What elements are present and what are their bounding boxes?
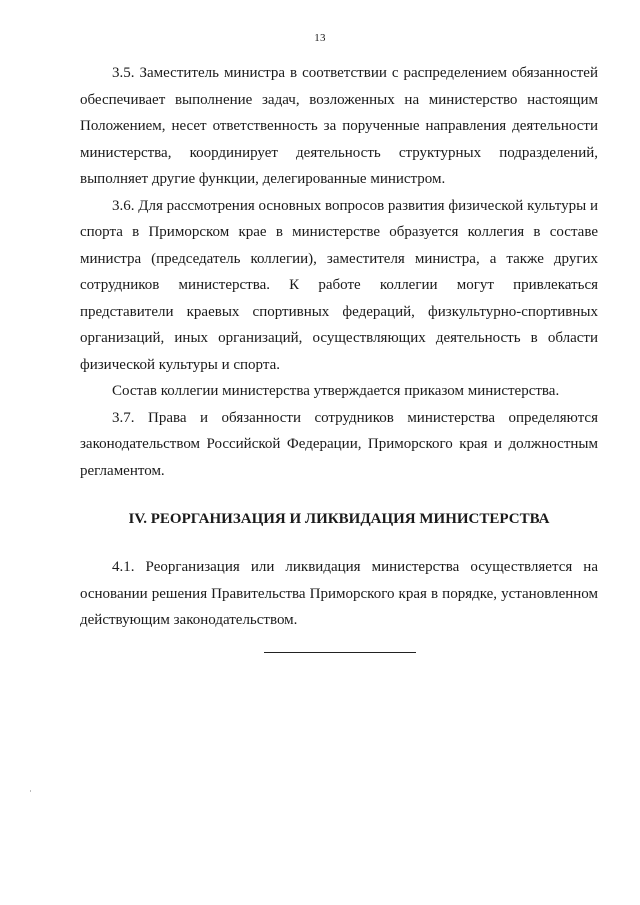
section-heading-iv: IV. РЕОРГАНИЗАЦИЯ И ЛИКВИДАЦИЯ МИНИСТЕРСТВА: [128, 511, 550, 527]
document-body: [80, 60, 598, 634]
page-number: 13: [314, 32, 326, 44]
paragraph-4-1: 4.1. Реорганизация или ликвидация министерства осуществляется на основании решения Правительства Приморского края в порядке, установленном действующим законодательством.: [80, 559, 598, 628]
paragraph-collegium-composition: Состав коллегии министерства утверждается приказом министерства.: [112, 383, 560, 399]
scan-artifact-mark: [30, 790, 31, 792]
paragraph-3-7: 3.7. Права и обязанности сотрудников министерства определяются законодательством Российской Федерации, Приморского края и должностным регламентом.: [80, 409, 598, 479]
paragraph-3-6: 3.6. Для рассмотрения основных вопросов развития физической культуры и спорта в Приморском крае в министерстве образуется коллегия в составе министра (председатель коллегии), заместителя министра, а также других сотрудников министерства. К работе коллегии могут привлекаться представители краевых спортивных федераций, физкультурно-спортивных организаций, иных организаций, осуществляющих деятельность в области физической культуры и спорта.: [80, 197, 598, 373]
paragraph-3-5: 3.5. Заместитель министра в соответствии с распределением обязанностей обеспечивает выполнение задач, возложенных на министерство настоящим Положением, несет ответственность за порученные направления деятельности министерства, координирует деятельность структурных подразделений, выполняет другие функции, делегированные министром.: [80, 65, 598, 187]
end-divider-line: [264, 652, 416, 653]
